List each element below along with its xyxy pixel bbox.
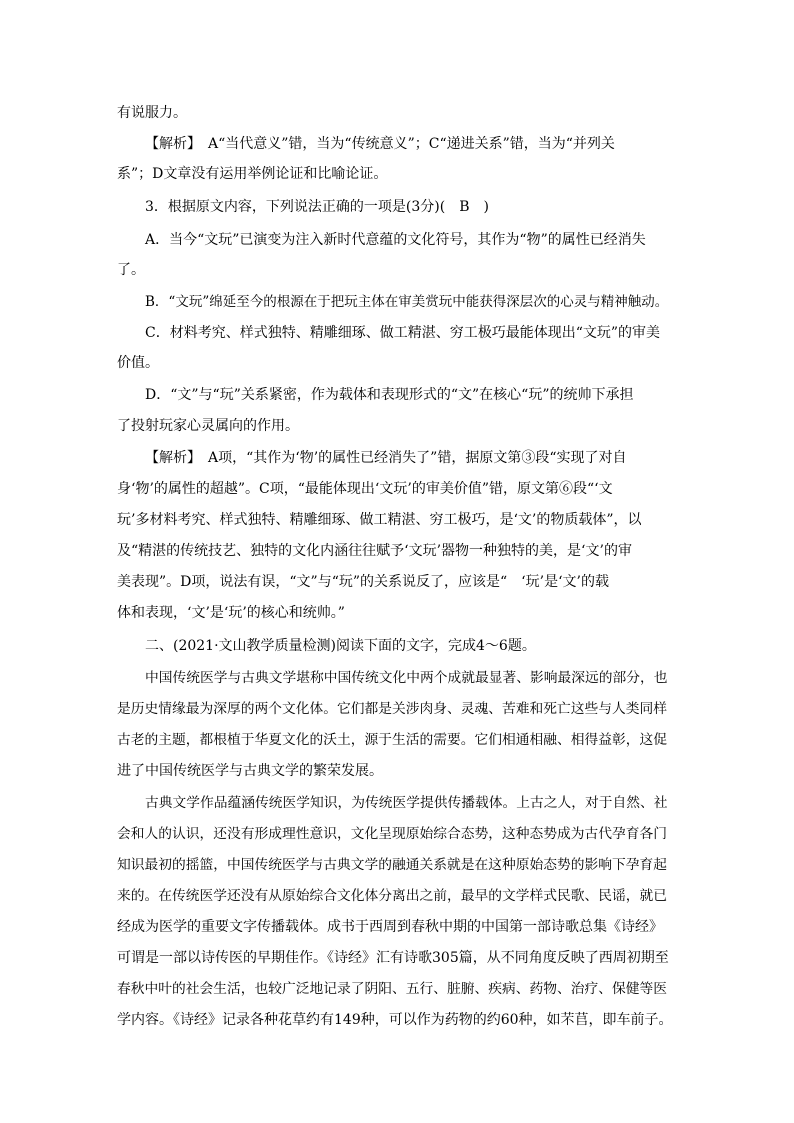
passage-p2-line-8: 学内容。《诗经》记录各种花草约有149种，可以作为药物的约60种，如芣苢，即车前子。 (117, 1012, 673, 1028)
passage-p2-line-1: 古典文学作品蕴涵传统医学知识，为传统医学提供传播载体。上古之人，对于自然、社 (145, 795, 668, 811)
passage-p2-line-2: 会和人的认识，还没有形成理性意识，文化呈现原始综合态势，这种态势成为古代孕育各门 (117, 826, 668, 842)
passage-p2-line-3: 知识最初的摇篮，中国传统医学与古典文学的融通关系就是在这种原始态势的影响下孕育起 (117, 857, 668, 873)
passage-p1-line-4: 进了中国传统医学与古典文学的繁荣发展。 (117, 763, 383, 779)
text-line-1: 有说服力。 (117, 105, 187, 121)
analysis2-line-3: 玩’多材料考究、样式独特、精雕细琢、做工精湛、穷工极巧，是‘文’的物质载体”，以 (117, 512, 642, 528)
option-a-line-1: A．当今“文玩”已演变为注入新时代意蕴的文化符号，其作为“物”的属性已经消失 (145, 232, 646, 248)
section-2-heading: 二、(2021·文山教学质量检测)阅读下面的文字，完成4～6题。 (145, 638, 536, 654)
option-d-line-1: D．“文”与“玩”关系紧密，作为载体和表现形式的“文”在核心“玩”的统帅下承担 (145, 387, 634, 403)
passage-p2-line-6: 可谓是一部以诗传医的早期佳作。《诗经》汇有诗歌305篇，从不同角度反映了西周初期至 (117, 950, 669, 966)
option-c-line-2: 价值。 (117, 355, 159, 371)
option-d-line-2: 了投射玩家心灵属向的作用。 (117, 418, 299, 434)
passage-p2-line-5: 经成为医学的重要文字传播载体。成书于西周到春秋中期的中国第一部诗歌总集《诗经》 (117, 919, 663, 935)
analysis-line-1: 【解析】 A“当代意义”错，当为“传统意义”；C“递进关系”错，当为“并列关 (145, 136, 615, 152)
question-3: 3．根据原文内容，下列说法正确的一项是(3分)( B ) (145, 199, 489, 215)
analysis2-line-4: 及“精湛的传统技艺、独特的文化内涵往往赋予‘文玩’器物一种独特的美，是‘文’的审 (117, 543, 632, 559)
analysis-line-2: 系”；D文章没有运用举例论证和比喻论证。 (117, 166, 388, 182)
passage-p1-line-2: 是历史情缘最为深厚的两个文化体。它们都是关涉肉身、灵魂、苦难和死亡这些与人类同样 (117, 701, 668, 717)
option-c-line-1: C．材料考究、样式独特、精雕细琢、做工精湛、穷工极巧最能体现出“文玩”的审美 (145, 325, 661, 341)
option-b: B．“文玩”绵延至今的根源在于把玩主体在审美赏玩中能获得深层次的心灵与精神触动。 (145, 294, 669, 310)
passage-p1-line-3: 古老的主题，都根植于华夏文化的沃土，源于生活的需要。它们相通相融、相得益彰，这促 (117, 732, 668, 748)
passage-p1-line-1: 中国传统医学与古典文学堪称中国传统文化中两个成就最显著、影响最深远的部分，也 (145, 670, 668, 686)
option-a-line-2: 了。 (117, 262, 145, 278)
passage-p2-line-7: 春秋中叶的社会生活，也较广泛地记录了阴阳、五行、脏腑、疾病、药物、治疗、保健等医 (117, 981, 668, 997)
analysis2-line-2: 身‘物’的属性的超越”。C项，“最能体现出‘文玩’的审美价值”错，原文第⑥段“‘文 (117, 481, 613, 497)
analysis2-line-5: 美表现”。D项，说法有误，“文”与“玩”的关系说反了，应该是“ ‘玩’是‘文’的载 (117, 574, 609, 590)
analysis2-line-1: 【解析】 A项，“其作为‘物’的属性已经消失了”错，据原文第③段“实现了对自 (145, 450, 627, 466)
analysis2-line-6: 体和表现，‘文’是‘玩’的核心和统帅。” (117, 605, 345, 621)
passage-p2-line-4: 来的。在传统医学还没有从原始综合文化体分离出之前，最早的文学样式民歌、民谣，就已 (117, 888, 668, 904)
